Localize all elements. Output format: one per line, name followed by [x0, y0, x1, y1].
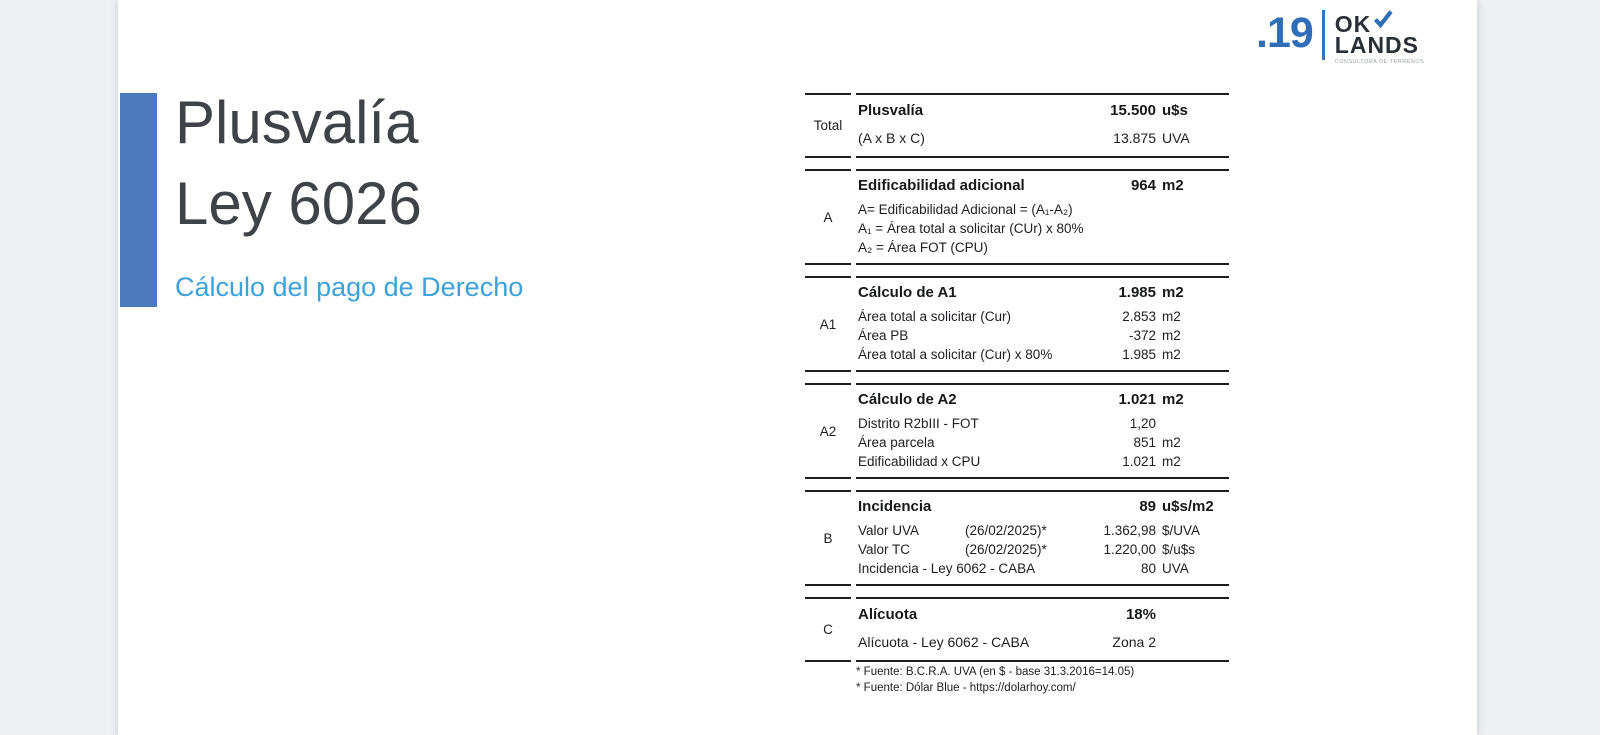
table-row: [858, 415, 1229, 432]
brand-separator: [1322, 10, 1325, 60]
section-unit: m2: [1162, 284, 1184, 301]
table-row: [858, 239, 1229, 256]
section-body: [856, 93, 1229, 158]
section-value: 964: [1130, 177, 1156, 194]
brand-block: [1256, 8, 1424, 65]
row-unit: m2: [1162, 435, 1181, 450]
row-desc: Edificabilidad x CPU: [858, 454, 981, 469]
table-row: [858, 453, 1229, 470]
accent-bar: [120, 93, 157, 307]
row-value: 1.220,00: [1103, 542, 1156, 557]
logo-word-ok: OK: [1334, 11, 1372, 37]
section-body: [856, 169, 1229, 265]
row-desc: Alícuota - Ley 6062 - CABA: [858, 634, 1030, 650]
calc-table: [805, 93, 1229, 673]
row-value: 1.985: [1122, 347, 1156, 362]
row-unit: UVA: [1162, 561, 1189, 576]
section-header: [858, 606, 1229, 624]
page-title: [175, 82, 523, 303]
table-section-a2: [805, 383, 1229, 479]
page-number: .19: [1256, 9, 1313, 57]
row-value: 13.875: [1113, 130, 1156, 146]
row-value: 1,20: [1129, 416, 1156, 431]
table-row: [858, 201, 1229, 218]
table-row: [858, 434, 1229, 451]
row-date: (26/02/2025)*: [965, 542, 1047, 557]
section-header: [858, 102, 1229, 120]
row-desc: Valor UVA: [858, 523, 920, 538]
table-row: [858, 220, 1229, 237]
section-header: [858, 177, 1229, 195]
row-value: Zona 2: [1112, 634, 1156, 650]
row-unit: $/u$s: [1162, 542, 1196, 557]
table-row: [858, 327, 1229, 344]
row-unit: m2: [1162, 328, 1181, 343]
section-value: 1.021: [1118, 391, 1156, 408]
table-section-total: [805, 93, 1229, 158]
row-desc: (A x B x C): [858, 130, 925, 146]
row-value: 1.021: [1122, 454, 1156, 469]
section-title: Incidencia: [858, 498, 932, 515]
row-unit: $/UVA: [1162, 523, 1201, 538]
section-value: 1.985: [1118, 284, 1156, 301]
section-title: Plusvalía: [858, 102, 924, 119]
row-desc: A₁ = Área total a solicitar (CUr) x 80%: [858, 221, 1084, 236]
row-value: 2.853: [1122, 309, 1156, 324]
section-unit: u$s: [1162, 102, 1188, 119]
row-desc: Área total a solicitar (Cur) x 80%: [858, 347, 1053, 362]
slide: [118, 0, 1477, 735]
section-title: Edificabilidad adicional: [858, 177, 1025, 194]
footnotes: [856, 664, 1134, 696]
section-unit: u$s/m2: [1162, 498, 1214, 515]
subtitle: Cálculo del pago de Derecho: [175, 272, 524, 302]
row-unit: m2: [1162, 454, 1181, 469]
table-row: [858, 346, 1229, 363]
section-label: C: [805, 597, 851, 662]
row-desc: A= Edificabilidad Adicional = (A₁-A₂): [858, 202, 1073, 217]
table-row: [858, 541, 1229, 558]
section-title: Alícuota: [858, 606, 918, 623]
row-unit: UVA: [1162, 130, 1190, 146]
table-row: [858, 130, 1229, 147]
section-label: B: [805, 490, 851, 586]
section-unit: m2: [1162, 391, 1184, 408]
table-section-b: [805, 490, 1229, 586]
table-row: [858, 308, 1229, 325]
table-row: [858, 522, 1229, 539]
row-desc: A₂ = Área FOT (CPU): [858, 240, 988, 255]
row-value: -372: [1128, 328, 1156, 343]
row-desc: Área PB: [858, 328, 909, 343]
section-header: [858, 498, 1229, 516]
row-unit: m2: [1162, 309, 1181, 324]
table-section-c: [805, 597, 1229, 662]
check-icon: [1373, 10, 1393, 33]
section-header: [858, 391, 1229, 409]
row-unit: [1156, 415, 1229, 432]
section-unit: m2: [1162, 177, 1184, 194]
section-title: Cálculo de A2: [858, 391, 957, 408]
section-value: 89: [1139, 498, 1156, 515]
section-label: A1: [805, 276, 851, 372]
section-body: [856, 383, 1229, 479]
footnote: * Fuente: B.C.R.A. UVA (en $ - base 31.3.2016=14.05): [856, 666, 1135, 678]
section-title: Cálculo de A1: [858, 284, 957, 301]
row-desc: Área parcela: [858, 435, 935, 450]
row-value: 851: [1133, 435, 1156, 450]
section-label: A2: [805, 383, 851, 479]
title-line-2: Ley 6026: [175, 170, 422, 237]
table-section-a1: [805, 276, 1229, 372]
section-header: [858, 284, 1229, 302]
table-row: [858, 634, 1229, 651]
oklands-logo: [1335, 8, 1425, 65]
footnote: * Fuente: Dólar Blue - https://dolarhoy.com/: [856, 682, 1076, 694]
row-desc: Área total a solicitar (Cur): [858, 309, 1012, 324]
row-desc: Valor TC: [858, 542, 911, 557]
logo-word-lands: LANDS: [1334, 32, 1420, 58]
row-desc: Distrito R2bIII - FOT: [858, 416, 979, 431]
section-unit: [1156, 606, 1229, 624]
row-value: 1.362,98: [1103, 523, 1156, 538]
row-unit: [1156, 634, 1229, 651]
title-line-1: Plusvalía: [175, 89, 419, 156]
section-label: Total: [805, 93, 851, 158]
section-value: 15.500: [1110, 102, 1156, 119]
row-date: (26/02/2025)*: [965, 523, 1047, 538]
row-desc: Incidencia - Ley 6062 - CABA: [858, 561, 1036, 576]
logo-tagline: CONSULTORA DE TERRENOS: [1334, 59, 1425, 65]
section-body: [856, 490, 1229, 586]
row-value: 80: [1140, 561, 1156, 576]
section-body: [856, 276, 1229, 372]
table-section-a: [805, 169, 1229, 265]
section-body: [856, 597, 1229, 662]
section-value: 18%: [1125, 606, 1156, 623]
section-label: A: [805, 169, 851, 265]
table-row: [858, 560, 1229, 577]
row-unit: m2: [1162, 347, 1181, 362]
